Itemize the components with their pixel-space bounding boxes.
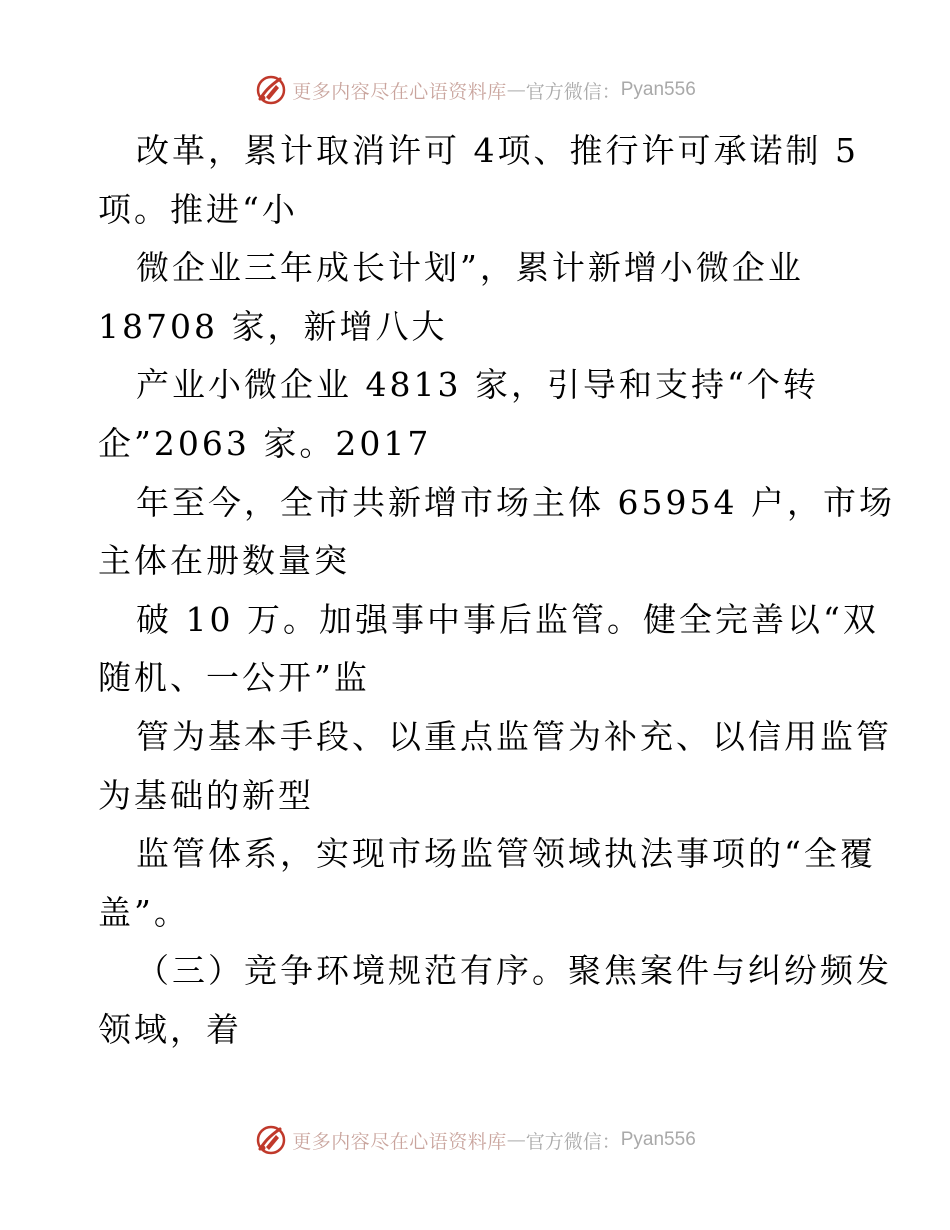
text-line: 破 10 万。加强事中事后监管。健全完善以“双: [136, 599, 879, 639]
watermark-dash: —: [506, 79, 526, 101]
text-line: 18708 家，新增八大: [98, 306, 448, 346]
text-line: 主体在册数量突: [98, 541, 350, 581]
text-line: 随机、一公开”监: [98, 658, 370, 698]
pen-logo-icon: [254, 1123, 288, 1157]
text-line: 产业小微企业 4813 家，引导和支持“个转: [136, 365, 819, 405]
text-line: 改革，累计取消许可 4项、推行许可承诺制 5: [136, 131, 859, 170]
pen-logo-icon: [254, 73, 288, 107]
text-line: 为基础的新型: [98, 775, 314, 815]
text-line: 监管体系，实现市场监管领域执法事项的“全覆: [136, 834, 876, 874]
watermark-site-text: 更多内容尽在心语资料库: [292, 80, 507, 103]
text-line: （三）竞争环境规范有序。聚焦案件与纠纷频发: [136, 951, 892, 991]
watermark-wechat-id: Pyan556: [620, 1129, 696, 1150]
text-line: 企”2063 家。2017: [98, 423, 432, 463]
watermark-site-text: 更多内容尽在心语资料库: [292, 1130, 507, 1153]
text-line: 项。推进“小: [98, 189, 298, 229]
text-line: 微企业三年成长计划”，累计新增小微企业: [136, 248, 804, 288]
header-watermark: [0, 70, 950, 110]
text-line: 年至今，全市共新增市场主体 65954 户，市场: [136, 482, 895, 522]
watermark-dash: —: [506, 1129, 526, 1151]
text-line: 盖”。: [98, 892, 190, 932]
text-line: 管为基本手段、以重点监管为补充、以信用监管: [136, 716, 892, 756]
footer-watermark: [0, 1120, 950, 1160]
watermark-wechat-id: Pyan556: [620, 79, 696, 100]
watermark-wechat-label: 官方微信：: [525, 80, 621, 103]
document-body: [98, 122, 895, 1060]
text-line: 领域，着: [98, 1009, 242, 1049]
watermark-wechat-label: 官方微信：: [525, 1130, 621, 1153]
